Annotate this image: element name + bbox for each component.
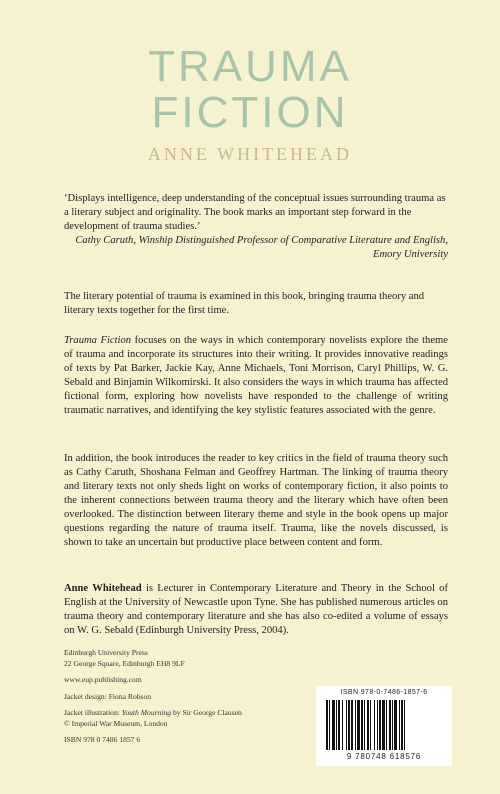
illustration-copyright: © Imperial War Museum, London: [64, 718, 168, 728]
quote-attribution-line1: Cathy Caruth, Winship Distinguished Professor of Comparative Literature and English,: [75, 235, 448, 246]
illustration-title: Youth Mourning: [121, 708, 172, 717]
illustration-prefix: Jacket illustration:: [64, 708, 122, 717]
book-title-italic: Trauma Fiction: [64, 335, 132, 346]
author-bio: [64, 582, 448, 638]
barcode-digits: 9 780748 618576: [346, 752, 422, 761]
barcode-icon: [324, 700, 444, 750]
intro-paragraph: The literary potential of trauma is examined in this book, bringing trauma theory and literary texts together for the first time.: [64, 291, 425, 316]
jacket-illustration-credit: [64, 708, 304, 719]
publisher-isbn: ISBN 978 0 7486 1857 6: [64, 735, 141, 744]
publisher-address: 22 George Square, Edinburgh EH8 9LF: [64, 658, 185, 668]
quote-attribution-line2: Emory University: [372, 249, 448, 260]
author-name: ANNE WHITEHEAD: [147, 144, 353, 164]
description-paragraph-1-text: focuses on the ways in which contemporary novelists explore the theme of trauma and incorporate its structures into their writing. It provides innovative readings of texts by Pat Barker, Jackie Kay, Anne Michaels, Toni Morrison, Caryl Phillips, W. G. Sebald and Binjamin Wilkomirski. It also considers the ways in which trauma has affected fictional form, exploring how novelists have responded to the challenge of writing traumatic narratives, and identifying the key stylistic features associated with the genre.: [64, 335, 448, 416]
illustration-suffix: by Sir George Clausen: [171, 708, 242, 717]
endorsement-quote: [64, 192, 448, 262]
jacket-design-credit: Jacket design: Fiona Robson: [64, 691, 152, 701]
book-title-line1: TRAUMA: [148, 42, 352, 91]
publisher-website: www.eup.publishing.com: [64, 675, 142, 684]
publisher-info: [64, 648, 304, 746]
book-title-line2: FICTION: [151, 88, 349, 137]
author-bio-name: Anne Whitehead: [64, 583, 142, 594]
barcode-isbn-label: ISBN 978-0-7486-1857-6: [340, 689, 428, 696]
quote-text: ‘Displays intelligence, deep understanding of the conceptual issues surrounding trauma as a literary subject and originality. The book marks an important step forward in the development of trauma studies.’: [64, 193, 446, 232]
publisher-name: Edinburgh University Press: [64, 648, 148, 657]
barcode-panel: [316, 686, 452, 766]
description-paragraph-1: [64, 334, 448, 418]
author-bio-text: is Lecturer in Contemporary Literature and Theory in the School of English at the University of Newcastle upon Tyne. She has published numerous articles on trauma theory and contemporary literature and she has also co-edited a volume of essays on W. G. Sebald (Edinburgh University Press, 2004).: [64, 583, 448, 636]
quote-attribution: [64, 234, 448, 262]
description-paragraph-2: In addition, the book introduces the reader to key critics in the field of trauma theory such as Cathy Caruth, Shoshana Felman and Geoffrey Hartman. The linking of trauma theory and literary texts not only sheds light on works of contemporary fiction, it also points to the inherent connections between trauma theory and the literary which have often been overlooked. The distinction between literary theme and style in the book opens up major questions regarding the nature of trauma itself. Trauma, like the novels discussed, is shown to take an uncertain but productive place between content and form.: [64, 453, 448, 548]
